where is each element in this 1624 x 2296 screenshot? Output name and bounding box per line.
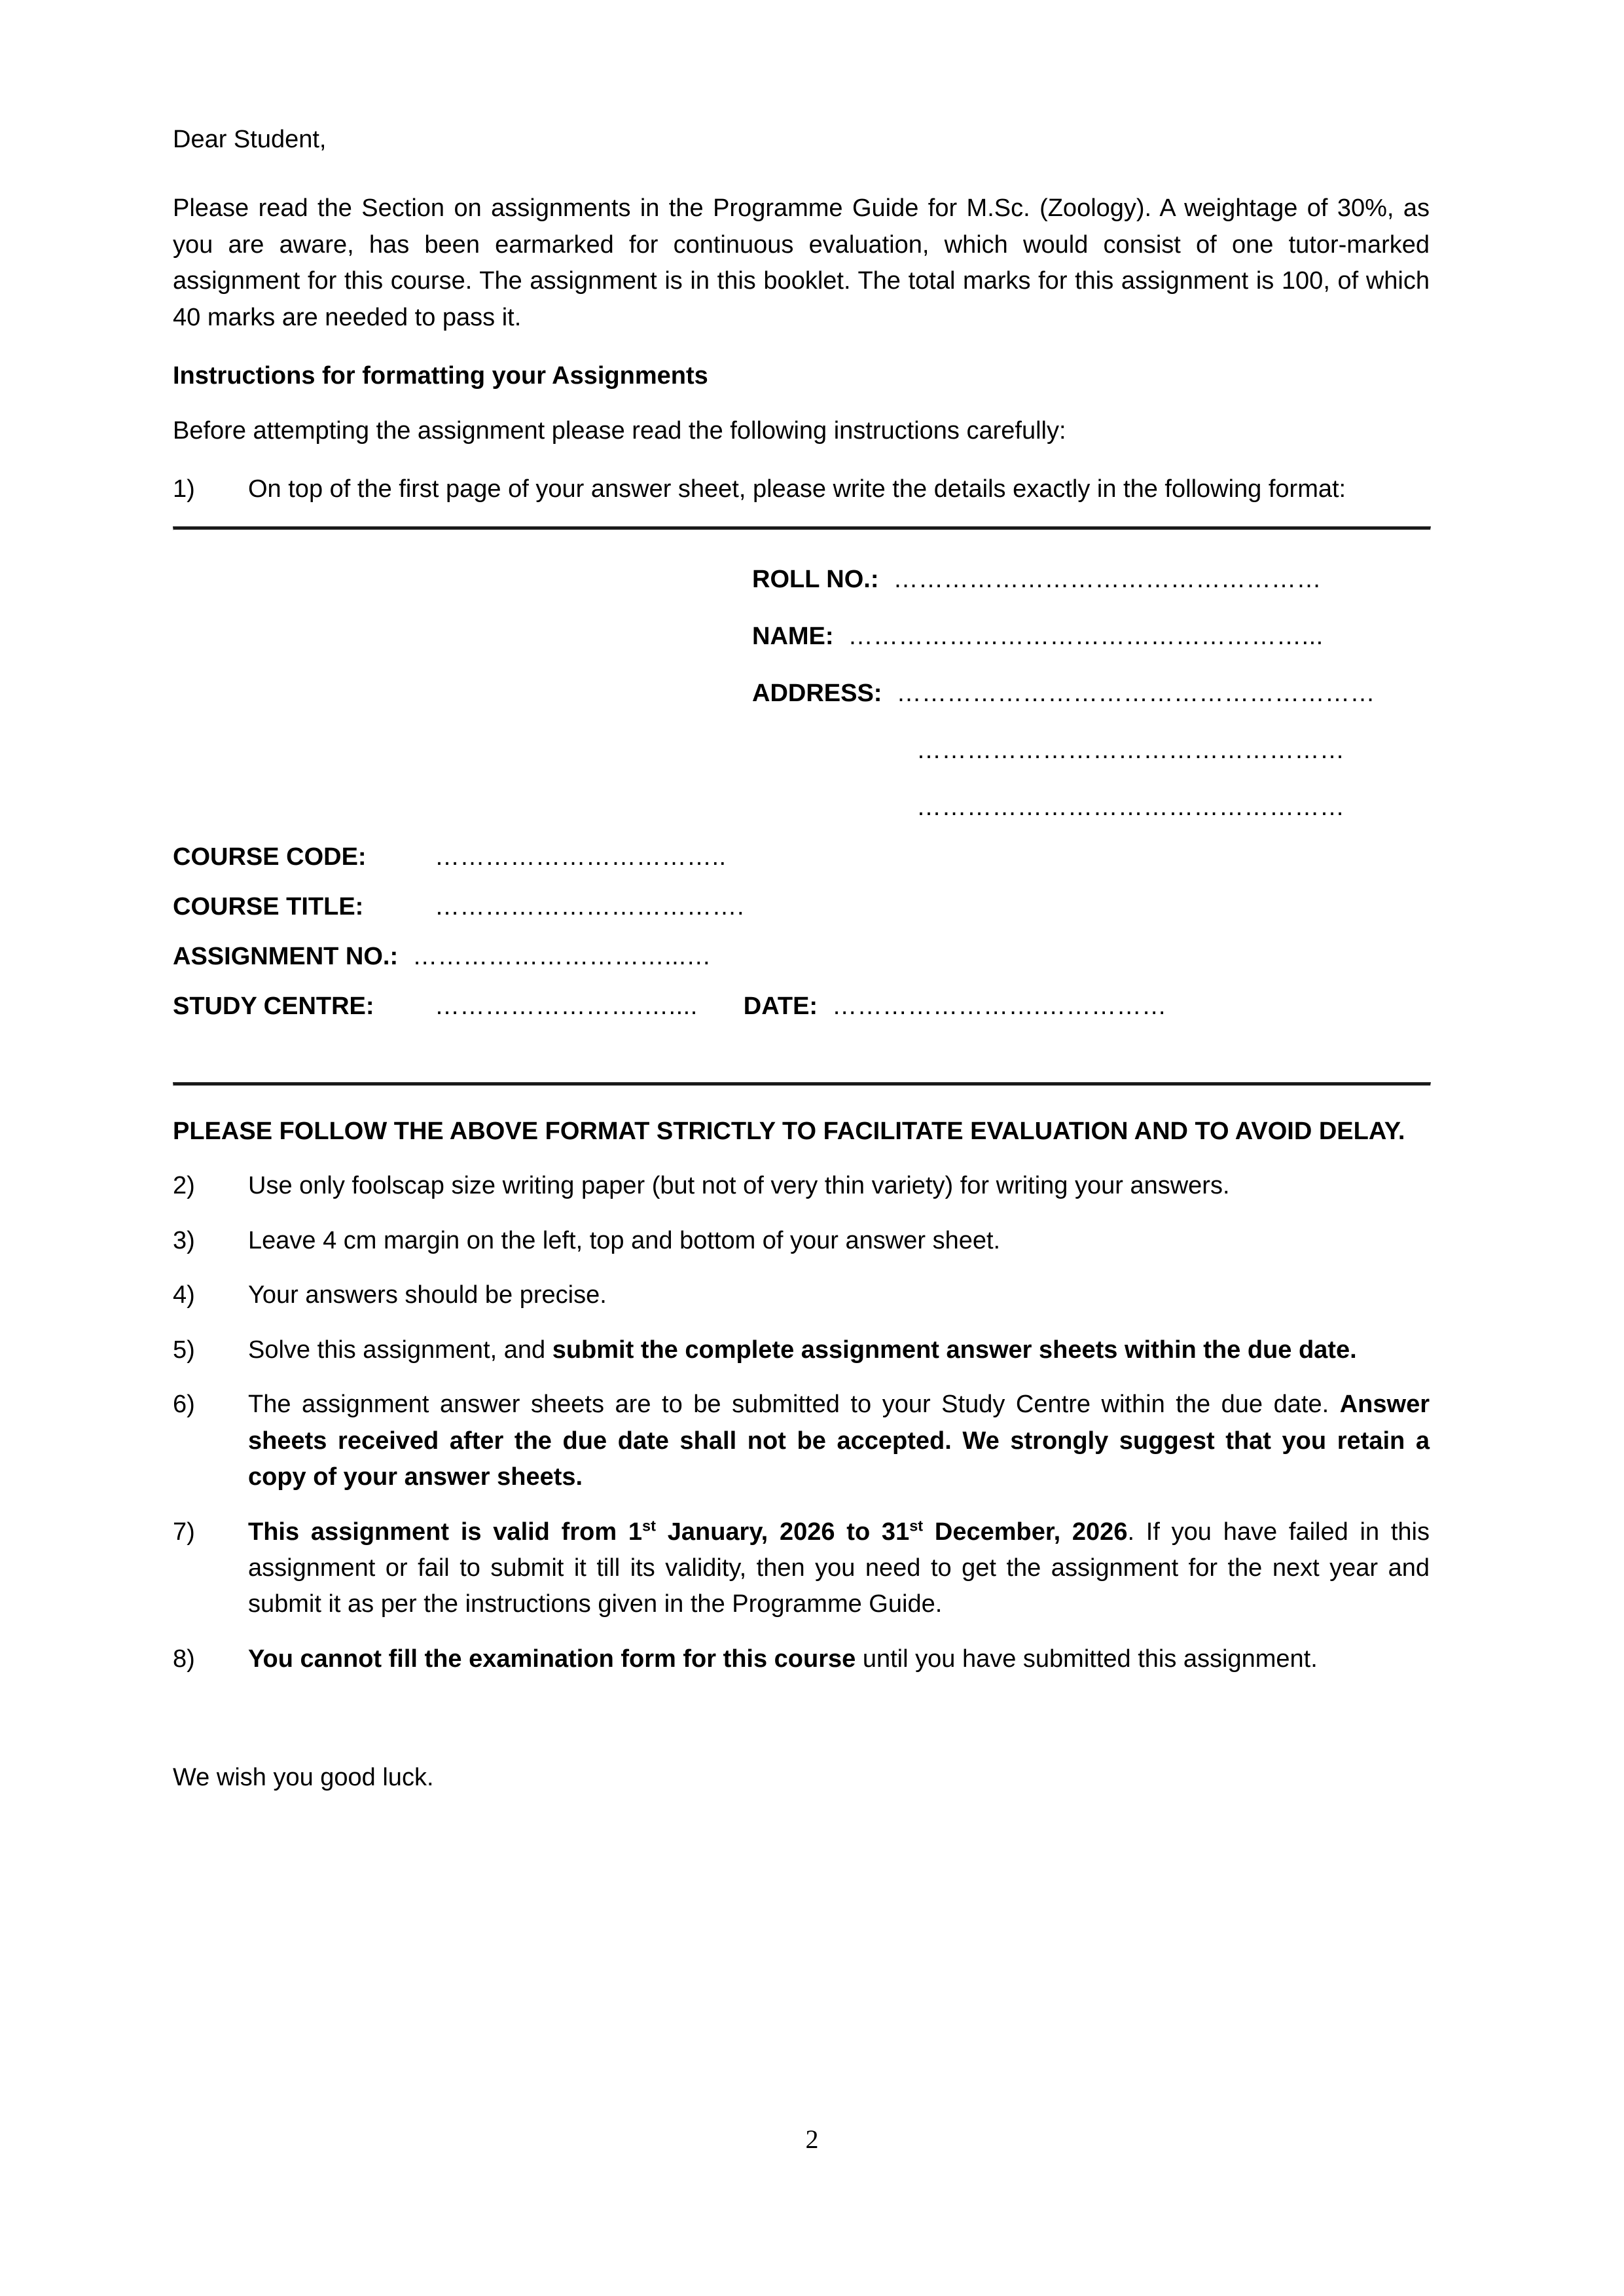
study-centre-dotted-field[interactable]: …………………….….... <box>435 993 698 1019</box>
salutation: Dear Student, <box>173 126 327 153</box>
form-row-assignment-no <box>173 944 1430 969</box>
instruction-text <box>248 1277 1430 1313</box>
address-label: ADDRESS: <box>752 679 882 707</box>
instruction-item-6 <box>173 1387 1430 1495</box>
emphasis-text: submit the complete assignment answer sheets within the due date. <box>552 1336 1357 1364</box>
instruction-text <box>248 1332 1430 1368</box>
form-row-study-centre-date <box>173 994 1430 1019</box>
form-row-address-line3 <box>173 795 1430 820</box>
form-row-address <box>173 681 1430 706</box>
roll-no-dotted-field[interactable]: …………………………………………… <box>893 566 1322 592</box>
instruction-marker: 8) <box>173 1645 195 1673</box>
name-dotted-field[interactable]: ………………………………………………... <box>848 623 1324 649</box>
form-box-bottom-rule <box>173 1082 1431 1086</box>
plain-text: . If you have failed in this assignment or fail to submit it till its validity, then you need to get the assignment for the next year and submit it as per the instructions given in the Programme Guide. <box>248 1518 1430 1618</box>
instruction-text <box>248 1387 1430 1495</box>
assignment-no-label: ASSIGNMENT NO.: <box>173 942 399 970</box>
course-code-dotted-field[interactable]: …………………………….. <box>435 844 727 869</box>
ordinal-suffix: st <box>642 1516 656 1534</box>
instruction-marker: 3) <box>173 1226 195 1254</box>
instruction-text: On top of the first page of your answer sheet, please write the details exactly in the following format: <box>248 475 1346 503</box>
name-label: NAME: <box>752 622 834 650</box>
plain-text: Solve this assignment, and <box>248 1336 552 1364</box>
instruction-text <box>248 1514 1430 1623</box>
answer-sheet-format-box <box>173 530 1430 1082</box>
form-row-course-title <box>173 894 1430 919</box>
instruction-marker: 5) <box>173 1336 195 1364</box>
form-row-roll-no <box>173 567 1430 592</box>
format-notice-line-2: TO AVOID DELAY. <box>1195 1117 1405 1145</box>
ordinal-suffix: st <box>909 1516 924 1534</box>
closing-line: We wish you good luck. <box>173 1764 434 1792</box>
emphasis-text: January, 2026 to 31 <box>655 1518 910 1546</box>
instruction-text <box>248 1168 1430 1204</box>
instruction-text <box>248 1223 1430 1259</box>
emphasis-text: December, 2026 <box>923 1518 1128 1546</box>
document-content <box>173 122 1430 1796</box>
form-row-address-line2 <box>173 738 1430 763</box>
plain-text: until you have submitted this assignment. <box>856 1645 1318 1673</box>
instruction-marker: 6) <box>173 1391 195 1419</box>
instructions-lead: Before attempting the assignment please read the following instructions carefully: <box>173 416 1066 445</box>
format-notice <box>173 1114 1430 1150</box>
page-number: 2 <box>805 2124 819 2154</box>
plain-text: Your answers should be precise. <box>248 1281 607 1309</box>
instruction-item-3 <box>173 1223 1430 1259</box>
emphasis-text: You cannot fill the examination form for this course <box>248 1645 856 1673</box>
emphasis-text: This assignment is valid from 1 <box>248 1518 643 1546</box>
instruction-item-2 <box>173 1168 1430 1204</box>
course-title-label: COURSE TITLE: <box>173 892 364 920</box>
plain-text: The assignment answer sheets are to be submitted to your Study Centre within the due date. <box>248 1391 1340 1419</box>
form-row-name <box>173 624 1430 649</box>
form-row-course-code <box>173 845 1430 869</box>
instruction-item-7 <box>173 1514 1430 1623</box>
instruction-list <box>173 1168 1430 1677</box>
course-code-label: COURSE CODE: <box>173 843 367 871</box>
instruction-item-4 <box>173 1277 1430 1313</box>
address-dotted-field[interactable]: ………………………………………………… <box>896 680 1375 706</box>
instructions-heading: Instructions for formatting your Assignments <box>173 362 708 390</box>
instruction-item-5 <box>173 1332 1430 1368</box>
instruction-item-1 <box>173 471 1430 507</box>
intro-paragraph: Please read the Section on assignments in the Programme Guide for M.Sc. (Zoology). A weightage of 30%, as you are aware, has been earmarked for continuous evaluation, which would consist of one tutor-marked assignment for this course. The assignment is in this booklet. The total marks for this assignment is 100, of which 40 marks are needed to pass it. <box>173 194 1430 331</box>
roll-no-label: ROLL NO.: <box>752 565 879 593</box>
instruction-marker: 1) <box>173 475 195 503</box>
assignment-no-dotted-field[interactable]: …………………………...… <box>412 943 712 969</box>
address-dotted-field-line2[interactable]: …………………………………………… <box>916 737 1345 763</box>
date-label: DATE: <box>743 992 818 1020</box>
study-centre-label: STUDY CENTRE: <box>173 992 374 1020</box>
date-dotted-field[interactable]: …………………….…………… <box>832 993 1167 1019</box>
course-title-dotted-field[interactable]: ………………………………. <box>435 894 745 919</box>
instruction-marker: 2) <box>173 1172 195 1200</box>
instruction-marker: 4) <box>173 1281 195 1309</box>
plain-text: Use only foolscap size writing paper (but not of very thin variety) for writing your answers. <box>248 1172 1230 1200</box>
format-notice-line-1: PLEASE FOLLOW THE ABOVE FORMAT STRICTLY TO FACILITATE EVALUATION AND <box>173 1117 1188 1145</box>
instruction-marker: 7) <box>173 1518 195 1546</box>
emphasis-text: Answer sheets received after the due date shall not be accepted. We strongly suggest that you retain a copy of your answer sheets. <box>248 1391 1430 1491</box>
address-dotted-field-line3[interactable]: …………………………………………… <box>916 794 1345 820</box>
instruction-text <box>248 1641 1430 1677</box>
plain-text: Leave 4 cm margin on the left, top and bottom of your answer sheet. <box>248 1226 1001 1254</box>
instruction-item-8 <box>173 1641 1430 1677</box>
